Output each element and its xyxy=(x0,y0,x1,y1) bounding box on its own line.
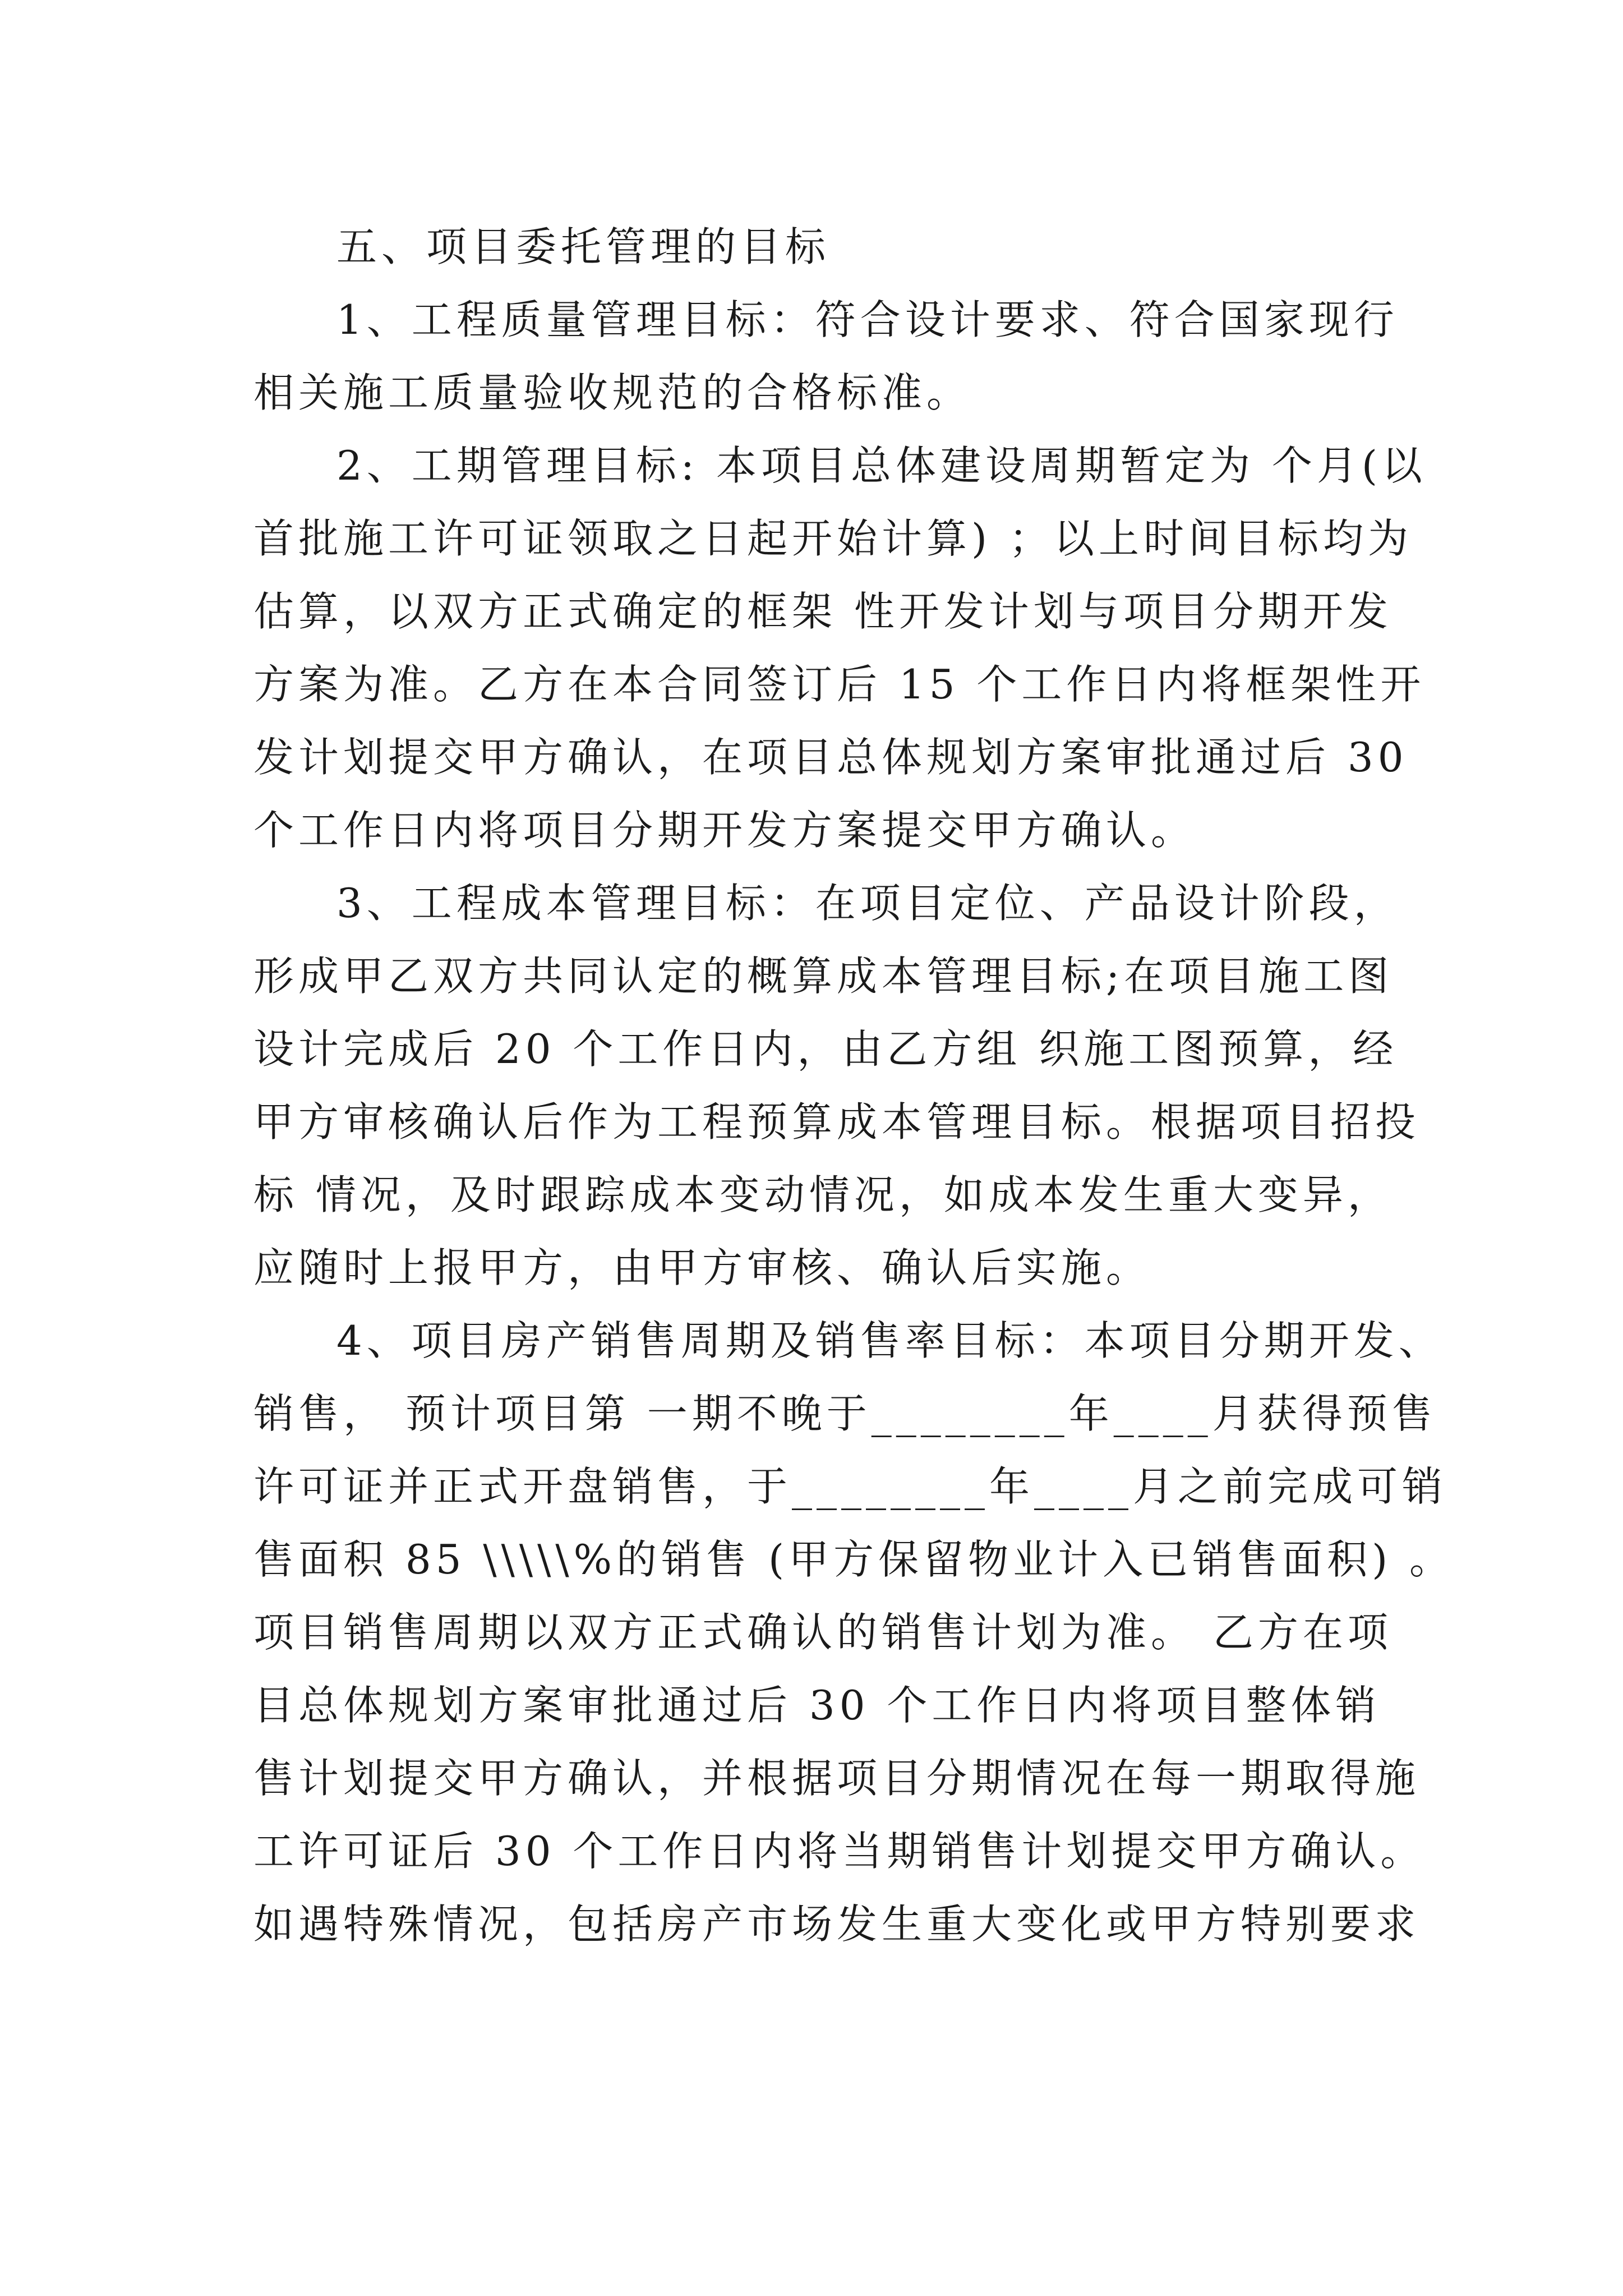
paragraph-1-line-1: 1、工程质量管理目标：符合设计要求、符合国家现行 xyxy=(336,296,1399,343)
paragraph-3-line-3: 设计完成后 20 个工作日内，由乙方组 织施工图预算，经 xyxy=(253,1025,1398,1073)
paragraph-2-line-4: 方案为准。乙方在本合同签订后 15 个工作日内将框架性开 xyxy=(253,661,1426,708)
paragraph-2-line-2: 首批施工许可证领取之日起开始计算) ；以上时间目标均为 xyxy=(253,515,1413,562)
paragraph-4-line-1: 4、项目房产销售周期及销售率目标：本项目分期开发、 xyxy=(336,1317,1444,1364)
paragraph-3-line-1: 3、工程成本管理目标：在项目定位、产品设计阶段， xyxy=(336,880,1399,927)
paragraph-3-line-5: 标 情况，及时跟踪成本变动情况，如成本发生重大变异， xyxy=(253,1171,1393,1218)
paragraph-4-line-8: 工许可证后 30 个工作日内将当期销售计划提交甲方确认。 xyxy=(253,1828,1426,1875)
paragraph-3-line-2: 形成甲乙双方共同认定的概算成本管理目标;在项目施工图 xyxy=(253,953,1394,1000)
paragraph-3-line-6: 应随时上报甲方，由甲方审核、确认后实施。 xyxy=(253,1244,1151,1291)
paragraph-2-line-3: 估算，以双方正式确定的框架 性开发计划与项目分期开发 xyxy=(253,588,1393,635)
paragraph-4-line-5: 项目销售周期以双方正式确认的销售计划为准。 乙方在项 xyxy=(253,1609,1393,1656)
paragraph-2-line-1: 2、工期管理目标: 本项目总体建设周期暂定为 个月(以 xyxy=(336,442,1427,489)
paragraph-4-line-4: 售面积 85 \\\\\%的销售 (甲方保留物业计入已销售面积) 。 xyxy=(253,1536,1455,1583)
section-heading: 五、项目委托管理的目标 xyxy=(336,223,831,270)
paragraph-3-line-4: 甲方审核确认后作为工程预算成本管理目标。根据项目招投 xyxy=(253,1098,1421,1145)
paragraph-2-line-6: 个工作日内将项目分期开发方案提交甲方确认。 xyxy=(253,807,1196,854)
paragraph-2-line-5: 发计划提交甲方确认，在项目总体规划方案审批通过后 30 xyxy=(253,734,1408,781)
paragraph-4-line-2: 销售， 预计项目第 一期不晚于________年____月获得预售 xyxy=(253,1390,1437,1437)
paragraph-4-line-7: 售计划提交甲方确认，并根据项目分期情况在每一期取得施 xyxy=(253,1755,1421,1802)
paragraph-4-line-9: 如遇特殊情况，包括房产市场发生重大变化或甲方特别要求 xyxy=(253,1901,1421,1948)
paragraph-1-line-2: 相关施工质量验收规范的合格标准。 xyxy=(253,369,972,416)
paragraph-4-line-3: 许可证并正式开盘销售，于________年____月之前完成可销 xyxy=(253,1463,1447,1510)
paragraph-4-line-6: 目总体规划方案审批通过后 30 个工作日内将项目整体销 xyxy=(253,1682,1381,1729)
